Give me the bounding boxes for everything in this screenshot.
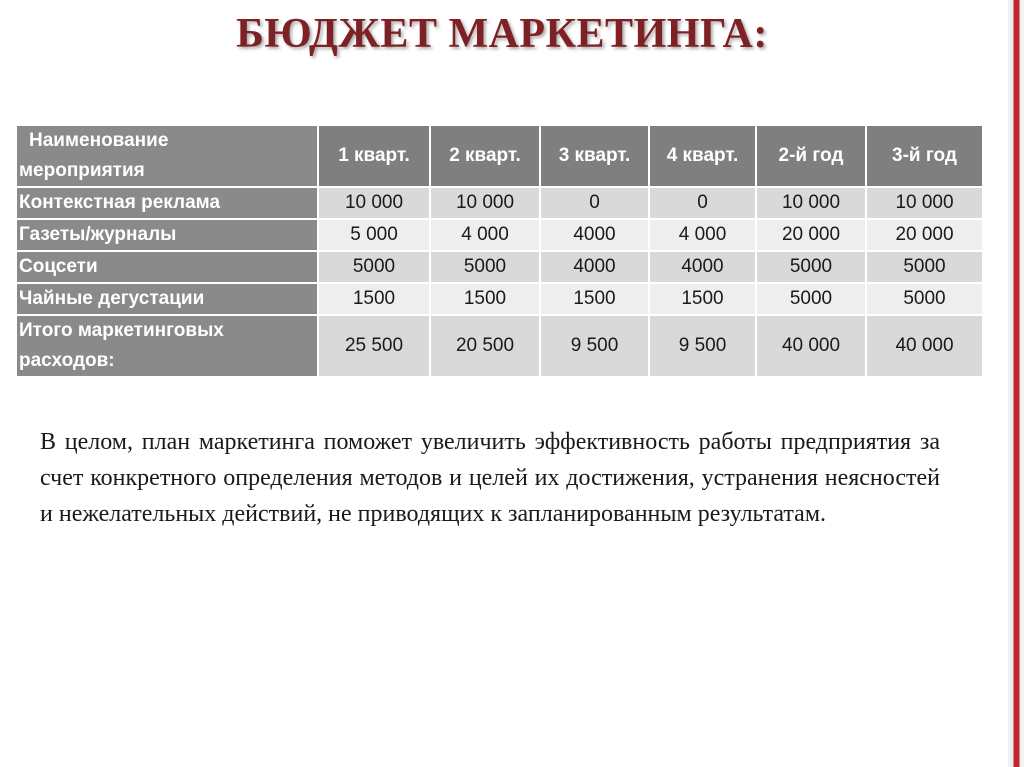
table-row	[16, 283, 983, 315]
header-name-cell	[16, 125, 318, 187]
row-value: 5000	[756, 283, 866, 315]
header-name-line2: мероприятия	[19, 160, 145, 181]
table-row	[16, 187, 983, 219]
row-value: 4000	[540, 251, 649, 283]
total-value: 40 000	[756, 315, 866, 377]
row-value: 5000	[866, 251, 983, 283]
row-value: 1500	[430, 283, 540, 315]
summary-paragraph: В целом, план маркетинга поможет увеличить эффективность работы предприятия за счет конкретного определения методов и целей их достижения, устранения неясностей и нежелательных действий, не приводящих к запланированным результатам.	[40, 429, 940, 527]
row-value: 4 000	[649, 219, 756, 251]
total-value: 25 500	[318, 315, 430, 377]
slide-title: БЮДЖЕТ МАРКЕТИНГА:	[236, 11, 768, 57]
header-col-year3: 3-й год	[866, 125, 983, 187]
header-name-line1: Наименование	[29, 130, 169, 151]
row-value: 4000	[649, 251, 756, 283]
row-value: 5 000	[318, 219, 430, 251]
row-name: Чайные дегустации	[16, 283, 318, 315]
row-value: 20 000	[866, 219, 983, 251]
table-header-row	[16, 125, 983, 187]
row-value: 0	[540, 187, 649, 219]
header-col-q2: 2 кварт.	[430, 125, 540, 187]
row-value: 10 000	[430, 187, 540, 219]
row-value: 20 000	[756, 219, 866, 251]
header-col-q3: 3 кварт.	[540, 125, 649, 187]
table-row	[16, 219, 983, 251]
row-value: 1500	[540, 283, 649, 315]
row-name: Контекстная реклама	[16, 187, 318, 219]
row-value: 5000	[430, 251, 540, 283]
row-name: Соцсети	[16, 251, 318, 283]
row-value: 4 000	[430, 219, 540, 251]
header-col-year2: 2-й год	[756, 125, 866, 187]
row-value: 1500	[649, 283, 756, 315]
total-name-cell	[16, 315, 318, 377]
header-col-q1: 1 кварт.	[318, 125, 430, 187]
total-value: 40 000	[866, 315, 983, 377]
row-value: 1500	[318, 283, 430, 315]
right-accent-strip	[1008, 0, 1024, 767]
row-name: Газеты/журналы	[16, 219, 318, 251]
row-value: 5000	[318, 251, 430, 283]
total-value: 20 500	[430, 315, 540, 377]
row-value: 5000	[756, 251, 866, 283]
table-total-row	[16, 315, 983, 377]
total-name-line1: Итого маркетинговых	[19, 320, 224, 341]
row-value: 10 000	[318, 187, 430, 219]
row-value: 5000	[866, 283, 983, 315]
row-value: 10 000	[866, 187, 983, 219]
total-name-line2: расходов:	[19, 350, 115, 371]
total-value: 9 500	[540, 315, 649, 377]
row-value: 4000	[540, 219, 649, 251]
table-row	[16, 251, 983, 283]
total-value: 9 500	[649, 315, 756, 377]
budget-table	[15, 124, 984, 378]
row-value: 10 000	[756, 187, 866, 219]
row-value: 0	[649, 187, 756, 219]
header-col-q4: 4 кварт.	[649, 125, 756, 187]
